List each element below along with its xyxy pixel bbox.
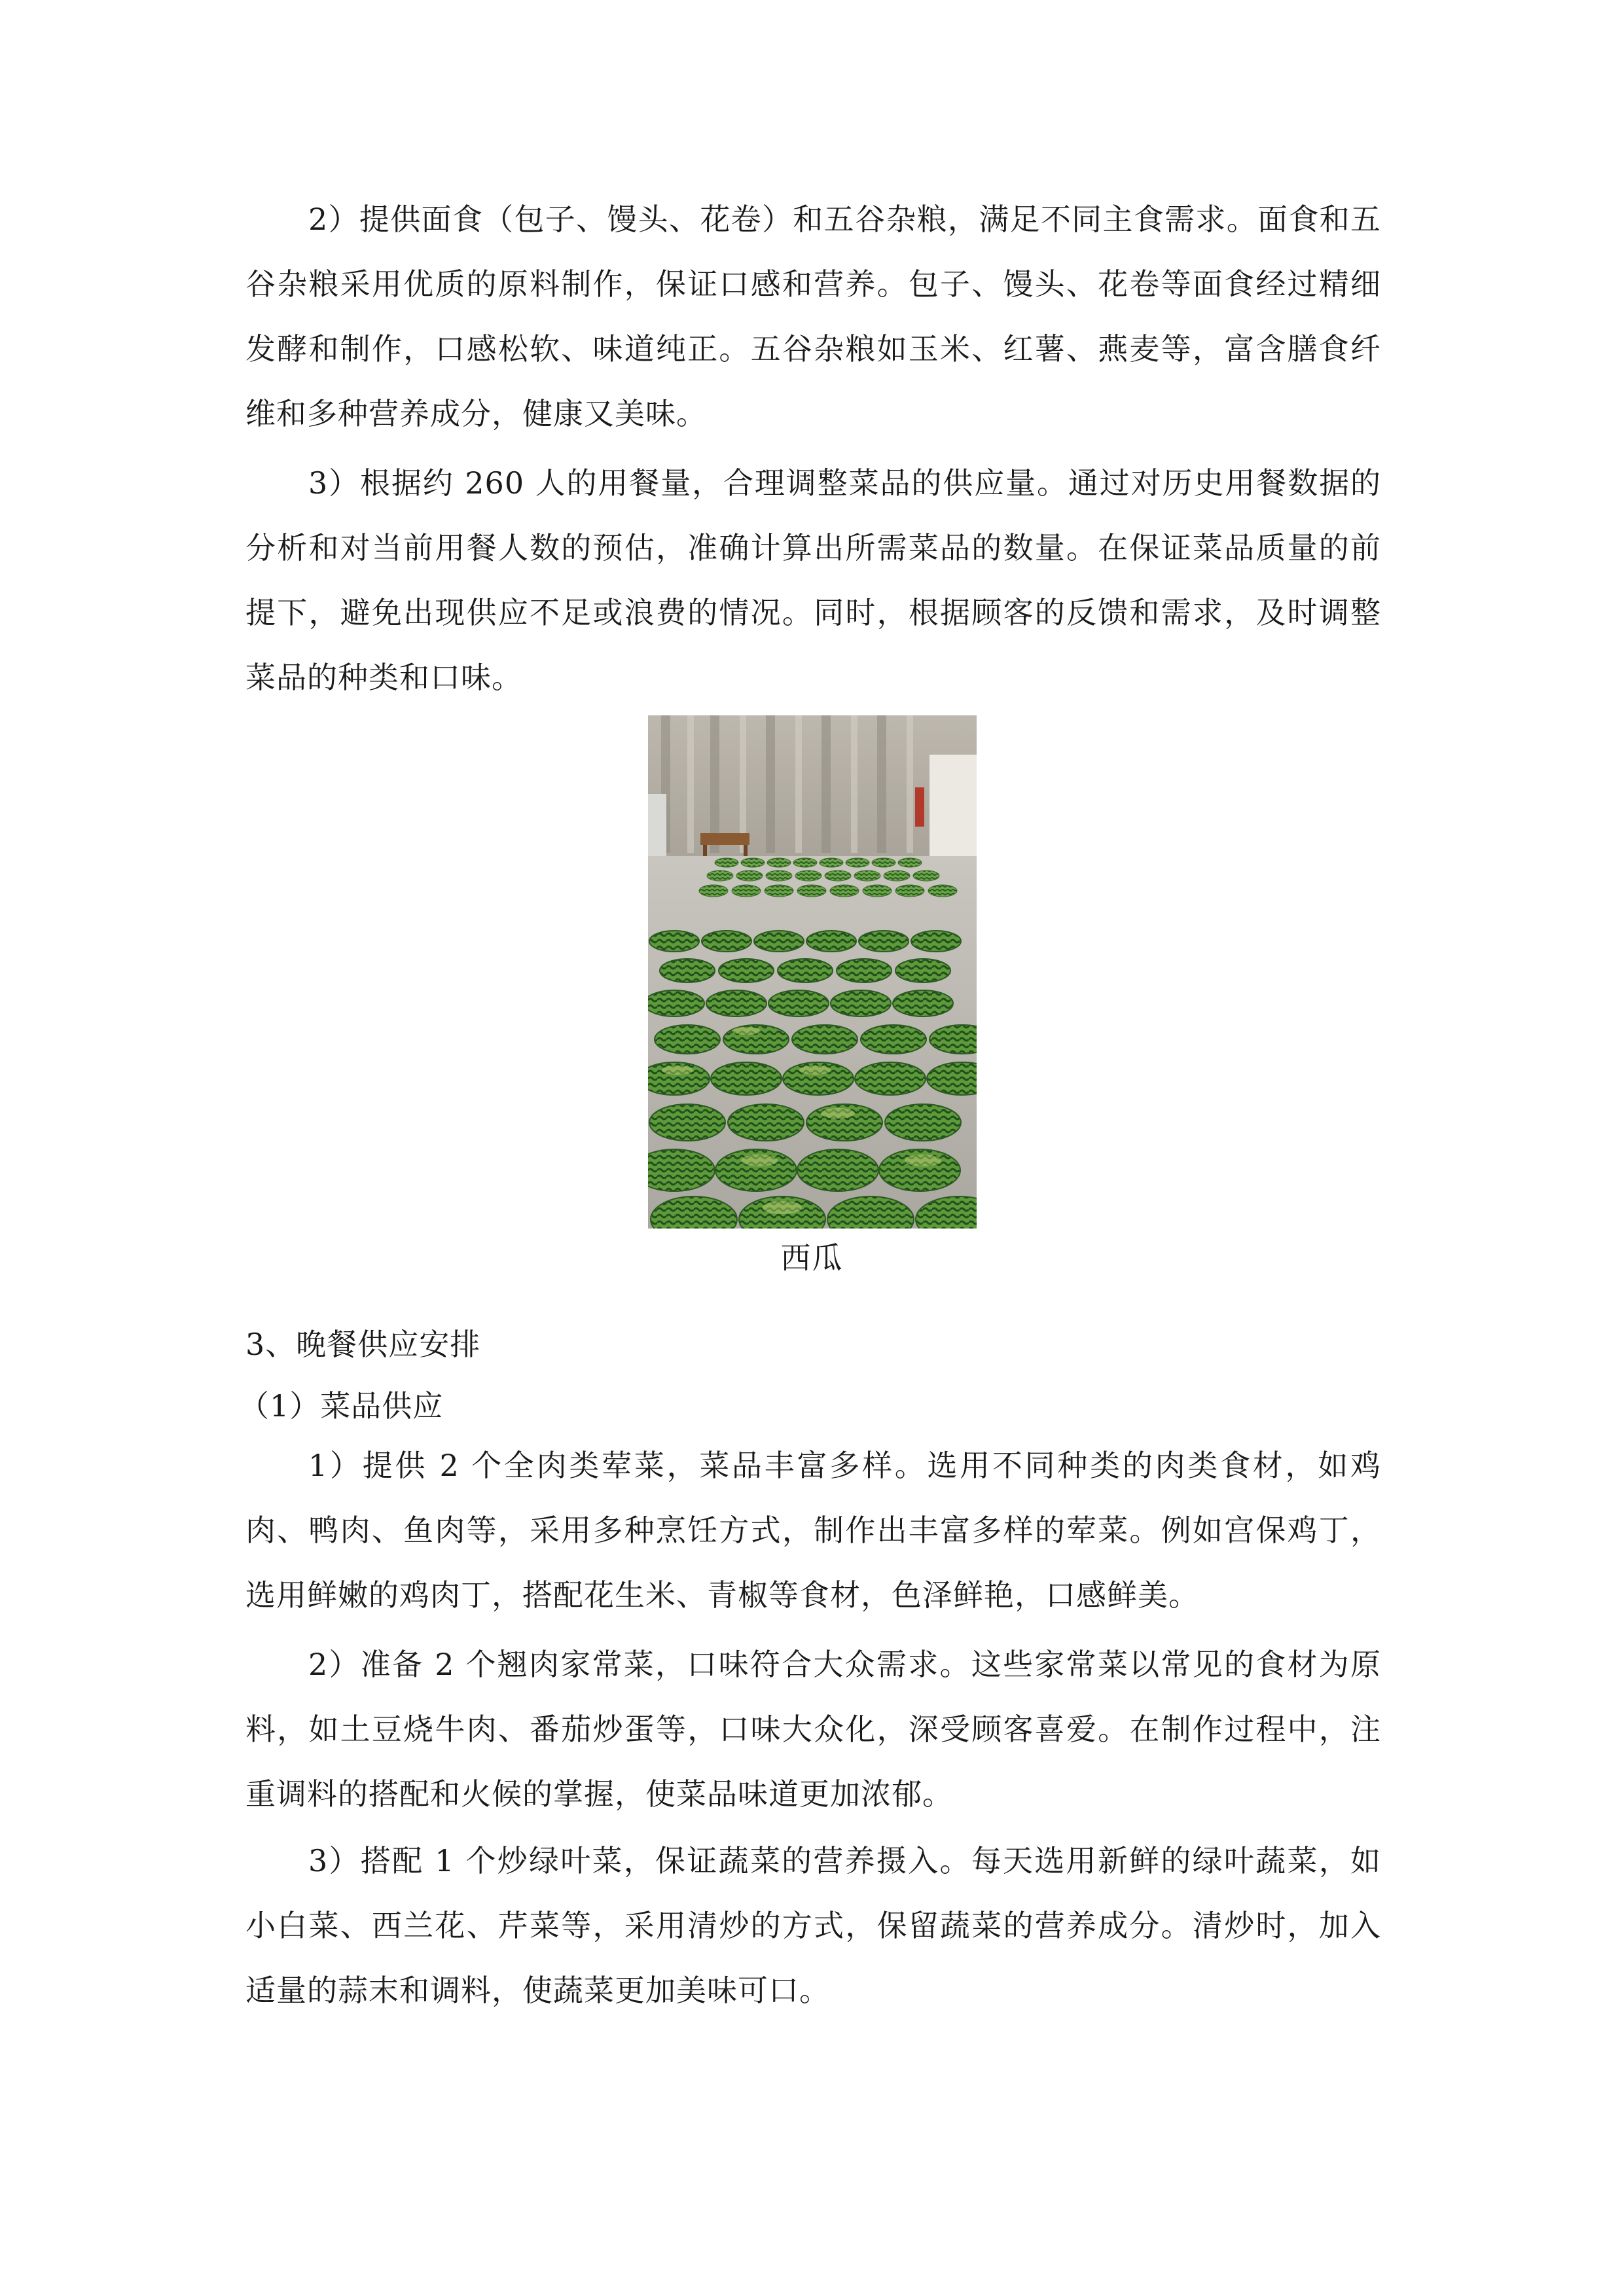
paragraph-staple-foods: 2）提供面食（包子、馒头、花卷）和五谷杂粮，满足不同主食需求。面食和五谷杂粮采用优质的原料制作，保证口感和营养。包子、馒头、花卷等面食经过精细发酵和制作，口感松软、味道纯正。五谷杂粮如玉米、红薯、燕麦等，富含膳食纤维和多种营养成分，健康又美味。 [245,202,1381,431]
paragraph-home-style-dishes: 2）准备 2 个翘肉家常菜，口味符合大众需求。这些家常菜以常见的食材为原料，如土豆烧牛肉、番茄炒蛋等，口味大众化，深受顾客喜爱。在制作过程中，注重调料的搭配和火候的掌握，使菜品味道更加浓郁。 [245,1647,1381,1812]
watermelon-photo [648,715,977,1229]
section-heading: 3、晚餐供应安排 [245,1327,481,1362]
subsection-heading: （1）菜品供应 [239,1388,444,1424]
paragraph-meat-dishes: 1）提供 2 个全肉类荤菜，菜品丰富多样。选用不同种类的肉类食材，如鸡肉、鸭肉、鱼肉等，采用多种烹饪方式，制作出丰富多样的荤菜。例如宫保鸡丁，选用鲜嫩的鸡肉丁，搭配花生米、青椒等食材，色泽鲜艳，口感鲜美。 [245,1448,1381,1613]
paragraph-portion-planning: 3）根据约 260 人的用餐量，合理调整菜品的供应量。通过对历史用餐数据的分析和对当前用餐人数的预估，准确计算出所需菜品的数量。在保证菜品质量的前提下，避免出现供应不足或浪费的情况。同时，根据顾客的反馈和需求，及时调整菜品的种类和口味。 [245,465,1381,695]
paragraph-green-vegetables: 3）搭配 1 个炒绿叶菜，保证蔬菜的营养摄入。每天选用新鲜的绿叶蔬菜，如小白菜、西兰花、芹菜等，采用清炒的方式，保留蔬菜的营养成分。清炒时，加入适量的蒜末和调料，使蔬菜更加美味可口。 [245,1843,1381,2008]
figure-caption: 西瓜 [780,1240,844,1276]
